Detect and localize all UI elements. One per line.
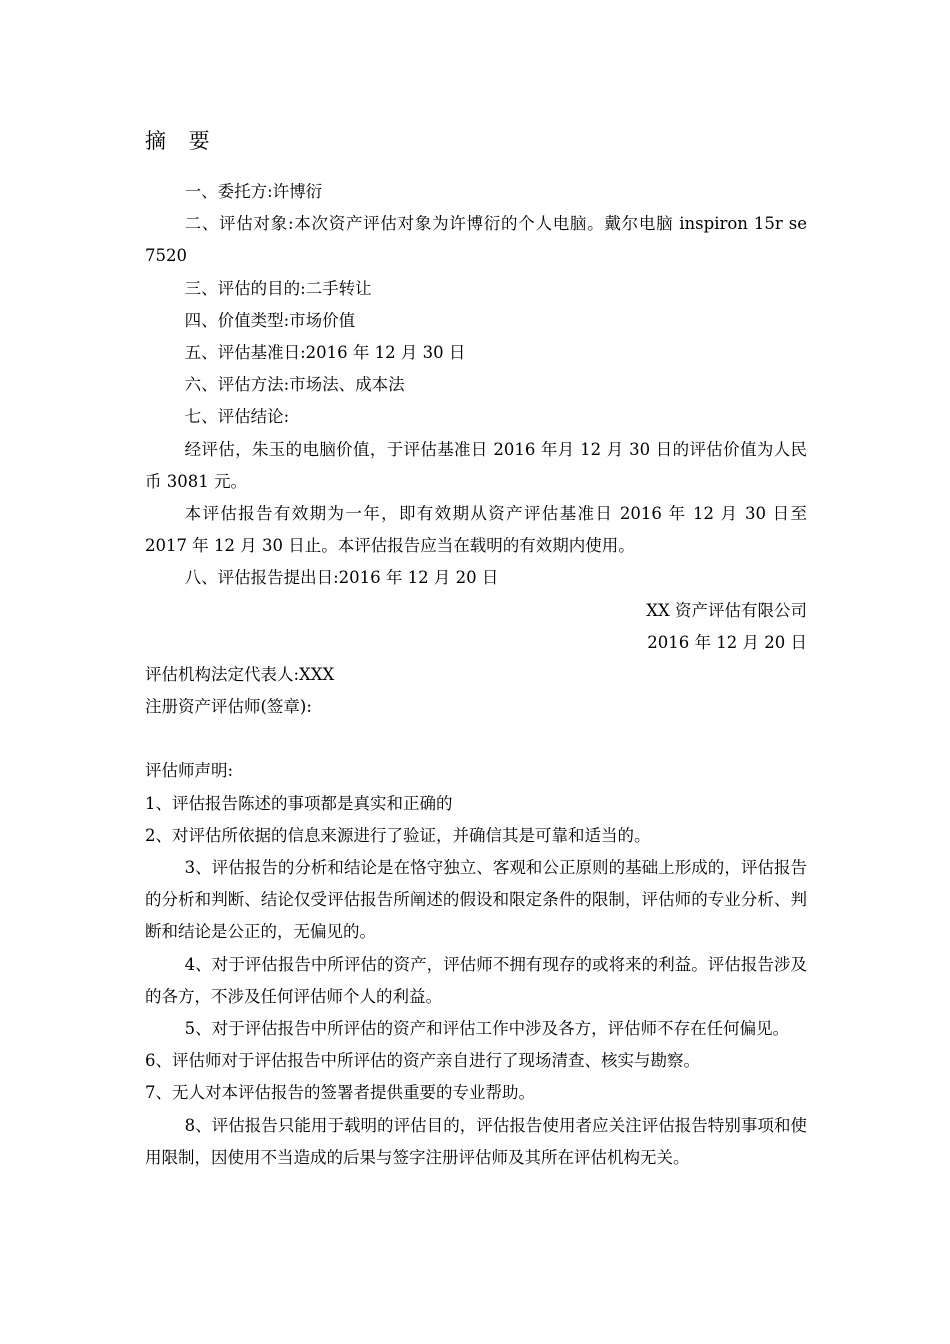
declaration-item: 7、无人对本评估报告的签署者提供重要的专业帮助。 <box>145 1083 535 1103</box>
declaration-item: 8、评估报告只能用于载明的评估目的，评估报告使用者应关注评估报告特别事项和使用限制，因使用不当造成的后果与签字注册评估师及其所在评估机构无关。 <box>145 1115 807 1167</box>
declaration-item: 1、评估报告陈述的事项都是真实和正确的 <box>145 793 453 813</box>
declaration-title: 评估师声明: <box>145 761 234 781</box>
summary-base-date: 五、评估基准日:2016 年 12 月 30 日 <box>184 343 466 363</box>
summary-conclusion-heading: 七、评估结论: <box>184 407 290 427</box>
summary-purpose: 三、评估的目的:二手转让 <box>184 278 372 298</box>
summary-issue-date: 八、评估报告提出日:2016 年 12 月 20 日 <box>184 568 499 588</box>
signature-date: 2016 年 12 月 20 日 <box>647 632 807 652</box>
declaration-item: 5、对于评估报告中所评估的资产和评估工作中涉及各方，评估师不存在任何偏见。 <box>184 1019 790 1039</box>
document-body <box>145 176 807 1174</box>
signature-company: XX 资产评估有限公司 <box>646 600 807 620</box>
declaration-item: 6、评估师对于评估报告中所评估的资产亲自进行了现场清查、核实与勘察。 <box>145 1051 700 1071</box>
summary-validity: 本评估报告有效期为一年，即有效期从资产评估基准日 2016 年 12 月 30 日至 2017 年 12 月 30 日止。本评估报告应当在载明的有效期内使用。 <box>145 504 807 556</box>
summary-conclusion: 经评估，朱玉的电脑价值，于评估基准日 2016 年月 12 月 30 日的评估价值为人民币 3081 元。 <box>145 439 807 491</box>
declaration-item: 2、对评估所依据的信息来源进行了验证，并确信其是可靠和适当的。 <box>145 825 651 845</box>
signature-legal-rep: 评估机构法定代表人:XXX <box>145 665 335 685</box>
summary-value-type: 四、价值类型:市场价值 <box>184 310 356 330</box>
summary-method: 六、评估方法:市场法、成本法 <box>184 375 405 395</box>
document-heading: 摘 要 <box>145 129 218 153</box>
declaration-item: 4、对于评估报告中所评估的资产，评估师不拥有现存的或将来的利益。评估报告涉及的各方，不涉及任何评估师个人的利益。 <box>145 954 807 1006</box>
summary-object: 二、评估对象:本次资产评估对象为许博衍的个人电脑。戴尔电脑 inspiron 15r se 7520 <box>145 214 807 266</box>
section-spacer <box>145 723 807 755</box>
signature-appraiser: 注册资产评估师(签章): <box>145 697 312 717</box>
declaration-item: 3、评估报告的分析和结论是在恪守独立、客观和公正原则的基础上形成的，评估报告的分析和判断、结论仅受评估报告所阐述的假设和限定条件的限制，评估师的专业分析、判断和结论是公正的，无偏见的。 <box>145 858 807 942</box>
summary-client: 一、委托方:许博衍 <box>184 182 323 201</box>
